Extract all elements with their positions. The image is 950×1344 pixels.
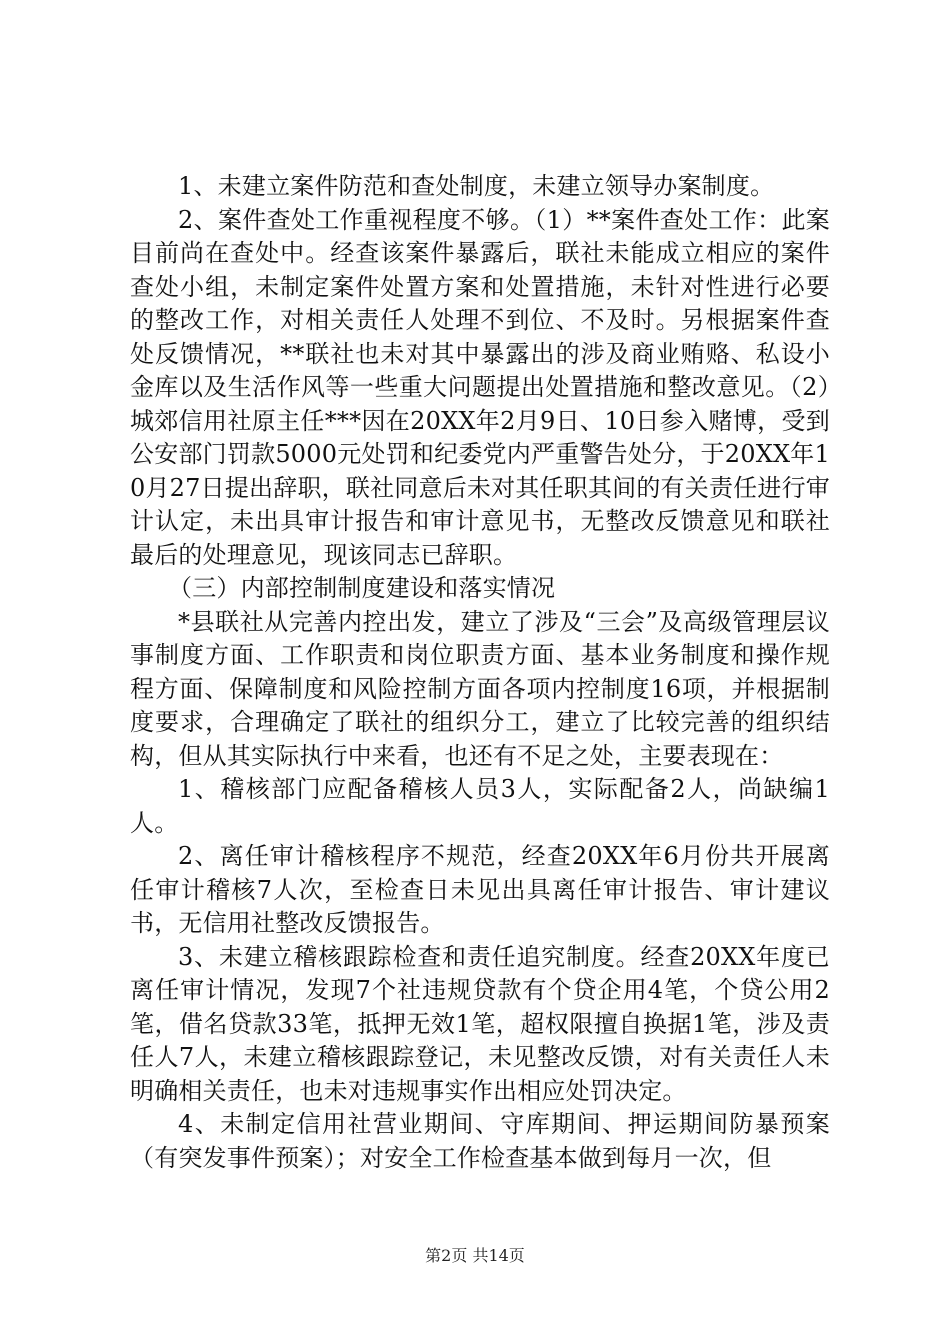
paragraph-item-3-tracking: 3、未建立稽核跟踪检查和责任追究制度。经查20XX年度已离任审计情况，发现7个社违规贷款有个贷企用4笔，个贷公用2笔，借名贷款33笔，抵押无效1笔，超权限擅自换据1笔，涉及责任人7人，未建立稽核跟踪登记，未见整改反馈，对有关责任人未明确相关责任，也未对违规事实作出相应处罚决定。: [130, 942, 830, 1105]
section-heading: （三）内部控制制度建设和落实情况: [168, 574, 556, 602]
paragraph-item-1-staffing: 1、稽核部门应配备稽核人员3人，实际配备2人，尚缺编1人。: [130, 775, 830, 837]
paragraph-item-2: 2、案件查处工作重视程度不够。（1）**案件查处工作：此案目前尚在查处中。经查该案件暴露后，联社未能成立相应的案件查处小组，未制定案件处置方案和处置措施，未针对性进行必要的整改工作，对相关责任人处理不到位、不及时。另根据案件查处反馈情况，**联社也未对其中暴露出的涉及商业贿赂、私设小金库以及生活作风等一些重大问题提出处置措施和整改意见。（2）城郊信用社原主任***因在20XX年2月9日、10日参入赌博，受到公安部门罚款5000元处罚和纪委党内严重警告处分，于20XX年10月27日提出辞职，联社同意后未对其任职其间的有关责任进行审计认定，未出具审计报告和审计意见书，无整改反馈意见和联社最后的处理意见，现该同志已辞职。: [130, 205, 830, 569]
paragraph-item-2-audit: 2、离任审计稽核程序不规范，经查20XX年6月份共开展离任审计稽核7人次，至检查日未见出具离任审计报告、审计建议书，无信用社整改反馈报告。: [130, 842, 830, 937]
paragraph-item-4-security: 4、未制定信用社营业期间、守库期间、押运期间防暴预案（有突发事件预案）；对安全工作检查基本做到每月一次，但: [130, 1110, 830, 1172]
paragraph-internal-control: *县联社从完善内控出发，建立了涉及“三会”及高级管理层议事制度方面、工作职责和岗位职责方面、基本业务制度和操作规程方面、保障制度和风险控制方面各项内控制度16项，并根据制度要求，合理确定了联社的组织分工，建立了比较完善的组织结构，但从其实际执行中来看，也还有不足之处，主要表现在：: [130, 607, 830, 770]
page-footer: 第2页 共14页: [425, 1246, 525, 1265]
paragraph-item-1: 1、未建立案件防范和查处制度，未建立领导办案制度。: [178, 172, 775, 200]
document-body: [130, 170, 830, 1175]
